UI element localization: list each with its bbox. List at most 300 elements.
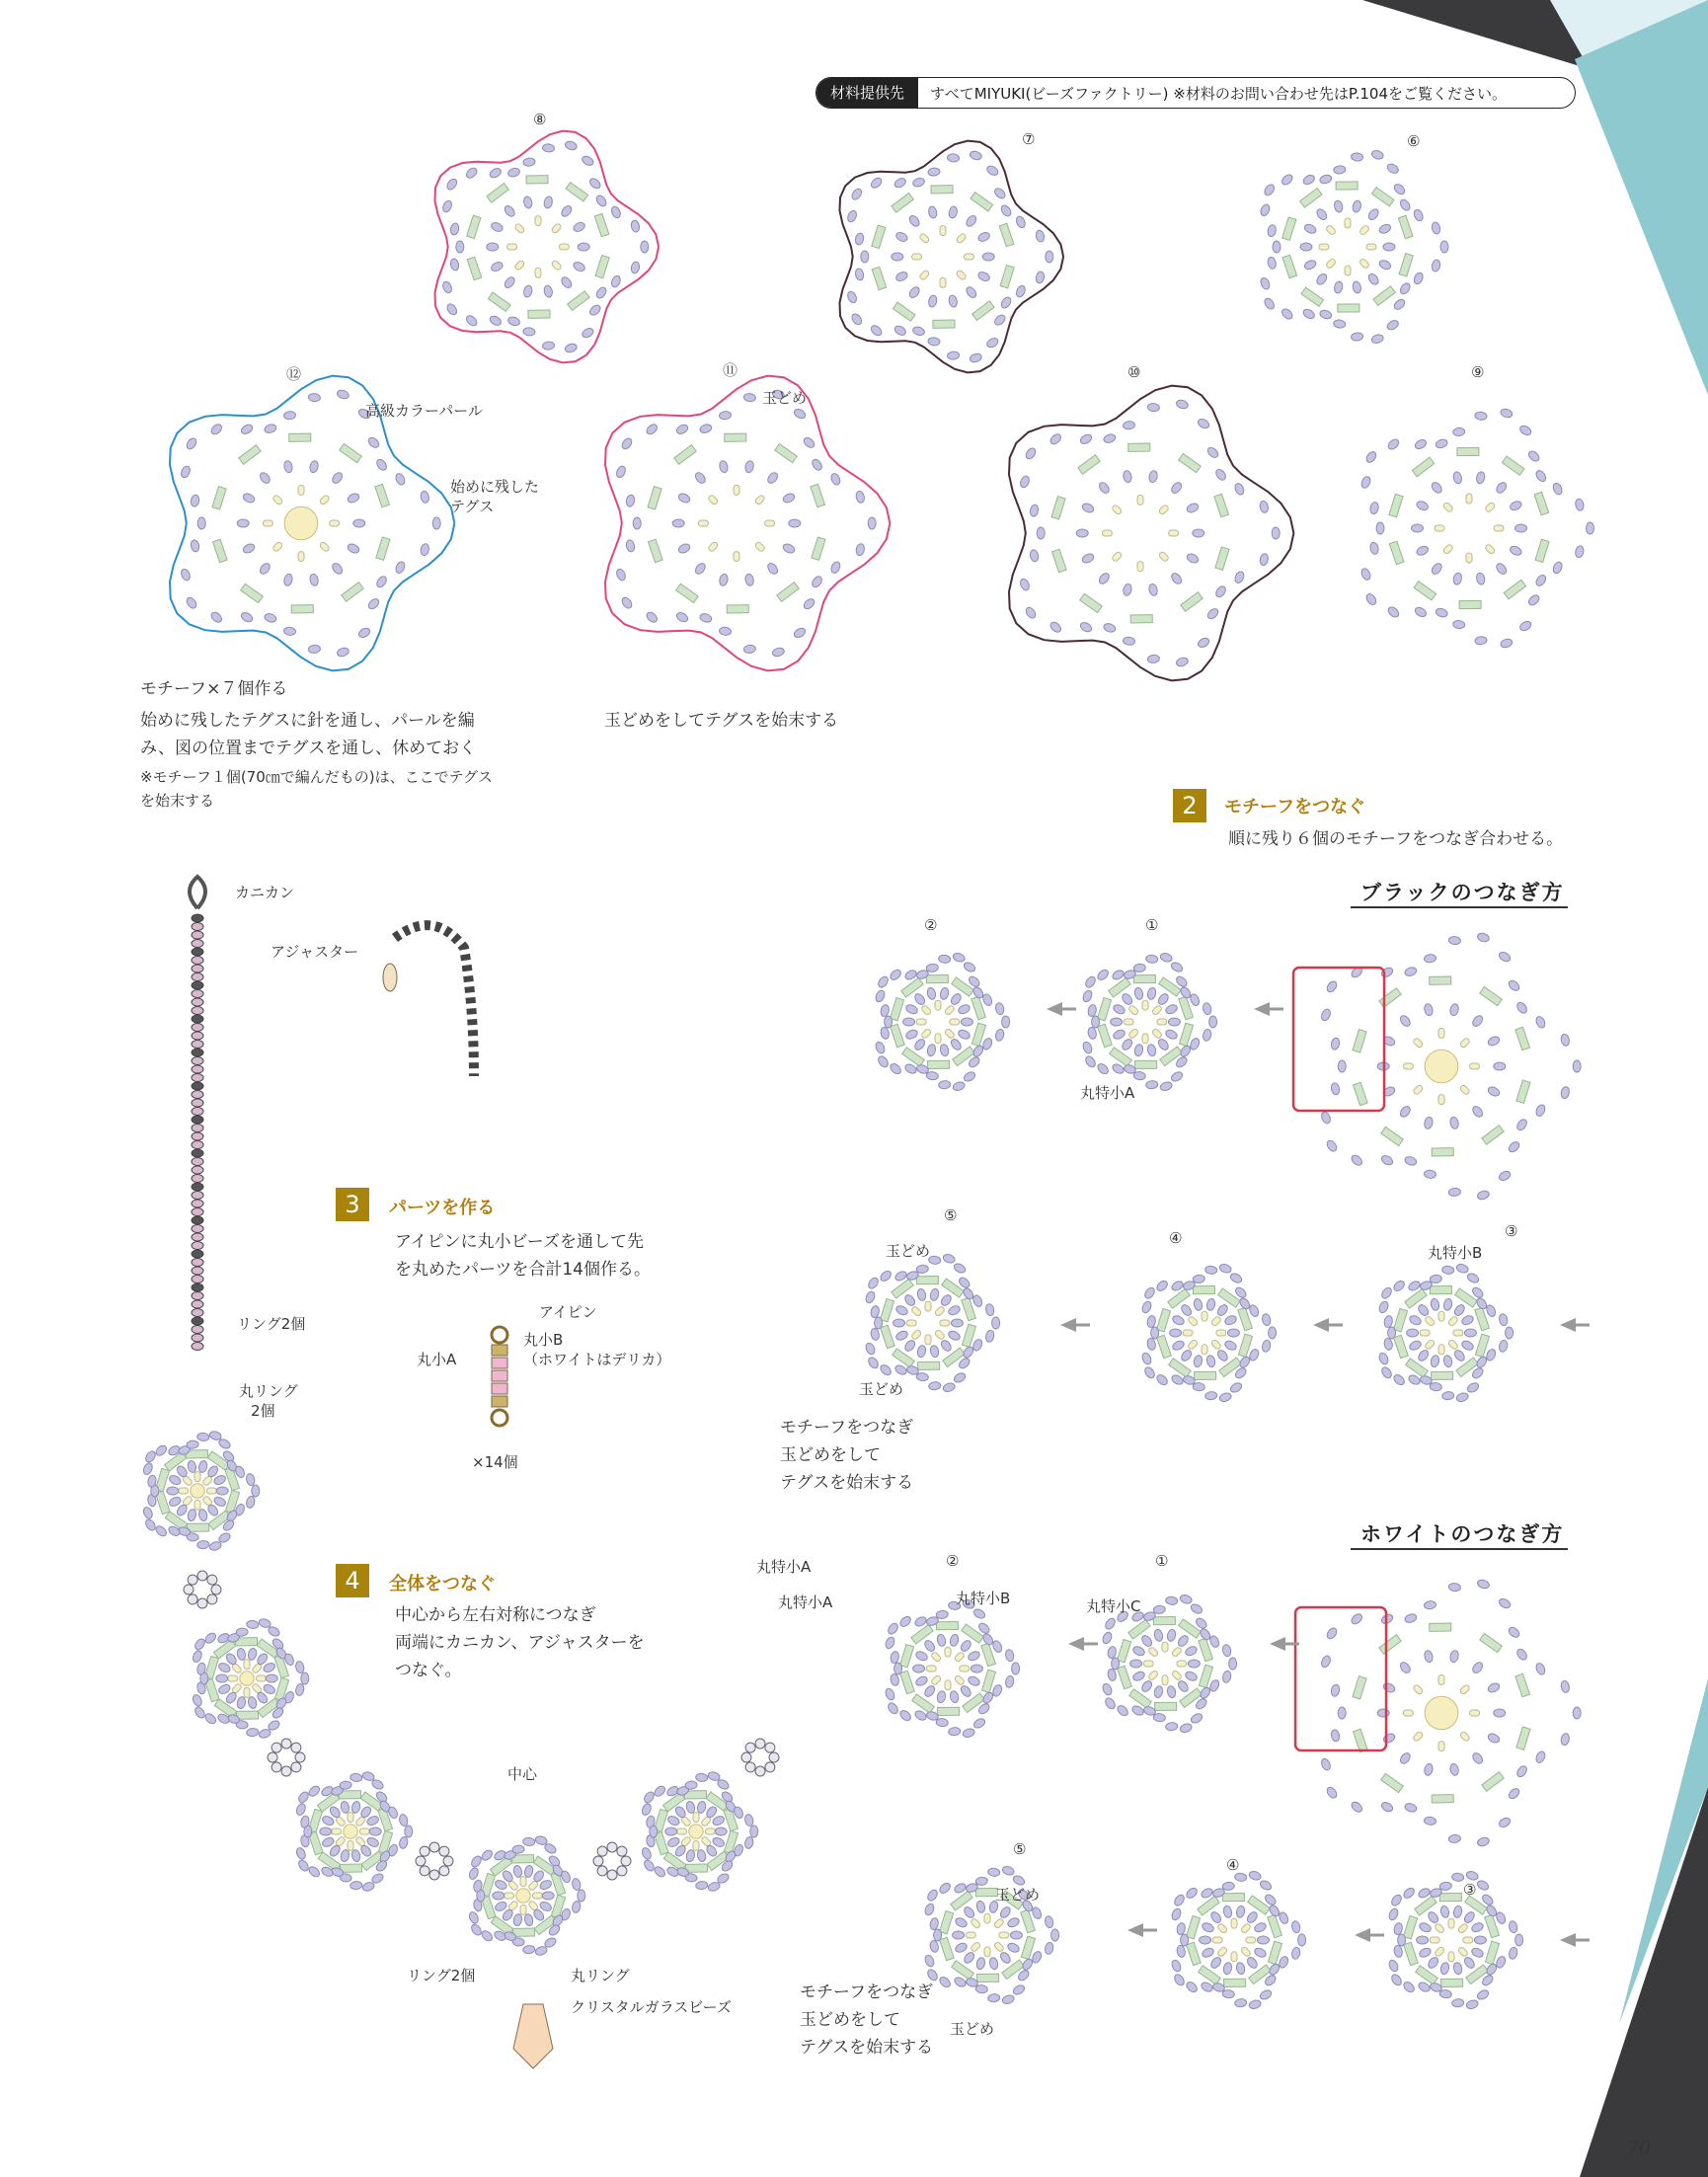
purple-bead bbox=[1209, 1956, 1223, 1970]
outer-bead bbox=[185, 436, 198, 450]
outer-bead bbox=[912, 326, 926, 337]
yellow-bead bbox=[925, 1301, 931, 1311]
purple-bead bbox=[913, 992, 927, 1006]
outer-bead bbox=[1079, 621, 1093, 634]
purple-bead bbox=[1006, 1916, 1020, 1928]
purple-bead bbox=[719, 574, 729, 586]
chain-bead bbox=[192, 914, 203, 922]
outer-bead bbox=[1383, 1315, 1393, 1328]
purple-bead bbox=[1164, 1003, 1178, 1015]
chain-bead bbox=[192, 1276, 203, 1283]
green-bugle bbox=[1504, 580, 1525, 599]
purple-bead bbox=[1462, 1956, 1476, 1970]
chain-bead bbox=[192, 1233, 203, 1241]
outer-bead bbox=[1035, 229, 1045, 242]
outer-bead bbox=[633, 517, 641, 529]
outer-bead bbox=[975, 1984, 988, 1993]
outer-bead bbox=[1351, 332, 1363, 341]
purple-bead bbox=[1186, 552, 1200, 564]
outer-bead bbox=[887, 1701, 900, 1715]
purple-bead bbox=[782, 492, 796, 504]
outer-bead bbox=[1388, 1327, 1396, 1339]
yellow-bead bbox=[559, 244, 569, 250]
outer-bead bbox=[1146, 1338, 1156, 1351]
outer-bead bbox=[340, 1781, 352, 1790]
outer-bead bbox=[938, 955, 951, 964]
link-bead bbox=[207, 1594, 217, 1604]
yellow-bead bbox=[359, 1828, 369, 1834]
outer-bead bbox=[913, 1709, 927, 1722]
outer-bead bbox=[154, 1443, 168, 1457]
green-bugle bbox=[239, 445, 261, 465]
outer-bead bbox=[264, 612, 277, 623]
purple-bead bbox=[1200, 1936, 1211, 1944]
outer-bead bbox=[953, 1882, 967, 1895]
outer-bead bbox=[203, 1631, 217, 1645]
purple-bead bbox=[1140, 1634, 1154, 1648]
outer-bead bbox=[405, 1826, 413, 1837]
outer-bead bbox=[1330, 1037, 1340, 1050]
outer-bead bbox=[542, 341, 555, 350]
outer-bead bbox=[885, 1016, 893, 1028]
outer-bead bbox=[297, 1858, 311, 1872]
purple-bead bbox=[242, 542, 256, 554]
outer-bead bbox=[236, 1628, 249, 1637]
purple-bead bbox=[1222, 1962, 1232, 1975]
outer-bead bbox=[1587, 522, 1594, 534]
step-8-number: ⑧ bbox=[533, 111, 547, 128]
purple-bead bbox=[217, 1683, 231, 1695]
eyepin-bead bbox=[492, 1396, 507, 1407]
outer-bead bbox=[1273, 241, 1281, 253]
outer-bead bbox=[1380, 1154, 1394, 1167]
chain-bead bbox=[192, 1082, 203, 1090]
outer-bead bbox=[468, 1910, 480, 1924]
center-pearl bbox=[240, 1672, 254, 1685]
outer-bead bbox=[1159, 1081, 1173, 1092]
green-bugle bbox=[1502, 456, 1524, 475]
outer-bead bbox=[1298, 1934, 1306, 1946]
outer-bead bbox=[1200, 1981, 1213, 1993]
purple-bead bbox=[340, 1849, 349, 1862]
link-bead bbox=[443, 1856, 453, 1866]
outer-bead bbox=[1302, 308, 1316, 321]
yellow-bead bbox=[708, 495, 719, 505]
yellow-bead bbox=[1413, 1038, 1424, 1049]
white-note-3: テグスを始末する bbox=[800, 2038, 934, 2058]
outer-bead bbox=[1096, 1062, 1110, 1076]
green-bugle bbox=[899, 1644, 913, 1667]
outer-bead bbox=[180, 568, 192, 582]
outer-bead bbox=[1498, 951, 1512, 964]
outer-bead bbox=[1015, 284, 1027, 298]
outer-bead bbox=[948, 1727, 961, 1736]
yellow-bead bbox=[993, 1941, 1004, 1952]
outer-bead bbox=[507, 316, 521, 327]
outer-bead bbox=[1552, 561, 1564, 575]
green-bugle bbox=[1215, 547, 1229, 570]
yellow-bead bbox=[906, 1320, 916, 1326]
outer-bead bbox=[512, 1845, 525, 1854]
yellow-bead bbox=[1102, 530, 1112, 536]
outer-bead bbox=[923, 1903, 935, 1916]
yellow-bead bbox=[194, 1500, 200, 1510]
yellow-bead bbox=[330, 520, 340, 526]
purple-bead bbox=[1170, 572, 1184, 585]
outer-bead bbox=[366, 435, 380, 449]
chain-bead bbox=[192, 1141, 203, 1149]
outer-bead bbox=[1263, 296, 1277, 310]
outer-bead bbox=[1451, 1998, 1464, 2007]
outer-bead bbox=[349, 1881, 362, 1890]
outer-bead bbox=[850, 187, 864, 200]
left-arrow-icon bbox=[1560, 1933, 1576, 1947]
outer-bead bbox=[1498, 1340, 1508, 1353]
white-step-2: ② bbox=[946, 1552, 960, 1570]
link-bead bbox=[420, 1866, 429, 1876]
outer-bead bbox=[926, 964, 939, 972]
outer-bead bbox=[1333, 165, 1346, 174]
green-bugle bbox=[1381, 1127, 1404, 1145]
purple-bead bbox=[1464, 1329, 1476, 1337]
purple-bead bbox=[578, 243, 589, 251]
purple-bead bbox=[353, 519, 365, 527]
outer-bead bbox=[1202, 1002, 1211, 1015]
purple-bead bbox=[1188, 1660, 1200, 1668]
green-bugle bbox=[376, 537, 390, 560]
outer-bead bbox=[297, 1790, 311, 1804]
black-step-5: ⑤ bbox=[944, 1206, 958, 1224]
make-seven-motifs: モチーフ×７個作る bbox=[140, 679, 288, 699]
yellow-bead bbox=[912, 254, 922, 260]
green-bugle bbox=[1117, 1639, 1130, 1662]
outer-bead bbox=[1417, 1981, 1431, 1993]
outer-bead bbox=[1193, 1382, 1205, 1391]
outer-bead bbox=[1175, 399, 1189, 410]
purple-bead bbox=[894, 231, 908, 243]
purple-bead bbox=[1475, 572, 1485, 584]
purple-bead bbox=[939, 1044, 949, 1056]
outer-bead bbox=[581, 154, 594, 167]
yellow-bead bbox=[956, 233, 967, 244]
center-pearl bbox=[930, 1014, 947, 1031]
outer-bead bbox=[1081, 1041, 1093, 1054]
purple-bead bbox=[1424, 1117, 1434, 1129]
yellow-bead bbox=[1187, 1339, 1198, 1350]
green-bugle bbox=[900, 1671, 915, 1693]
outer-bead bbox=[1133, 964, 1146, 972]
yellow-bead bbox=[194, 1472, 200, 1482]
outer-bead bbox=[890, 1651, 899, 1664]
purple-bead bbox=[677, 542, 691, 554]
chain-bead bbox=[192, 940, 203, 948]
section-4-number: 4 bbox=[336, 1564, 369, 1597]
yellow-bead bbox=[1457, 1922, 1468, 1933]
left-arrow-icon bbox=[1254, 1002, 1270, 1016]
yellow-bead bbox=[1447, 1315, 1458, 1326]
chain-bead bbox=[192, 1250, 203, 1258]
chain-bead bbox=[192, 1041, 203, 1049]
outer-bead bbox=[884, 1687, 895, 1701]
green-bugle bbox=[236, 1711, 258, 1719]
purple-bead bbox=[1471, 1105, 1485, 1119]
center-pearl bbox=[920, 1315, 937, 1332]
purple-bead bbox=[1408, 1314, 1422, 1326]
link-bead bbox=[439, 1866, 449, 1876]
outer-bead bbox=[1087, 1004, 1097, 1017]
outer-bead bbox=[1369, 542, 1379, 555]
purple-bead bbox=[949, 1634, 959, 1647]
outer-bead bbox=[1350, 1800, 1363, 1814]
outer-bead bbox=[1498, 1169, 1512, 1182]
yellow-bead bbox=[179, 1488, 189, 1494]
outer-bead bbox=[1387, 1907, 1399, 1921]
green-bugle bbox=[892, 194, 913, 213]
outer-bead bbox=[1107, 1669, 1117, 1681]
outer-bead bbox=[1229, 1272, 1243, 1284]
green-bugle bbox=[1389, 541, 1404, 564]
outer-bead bbox=[874, 989, 886, 1003]
yellow-bead bbox=[1403, 1063, 1413, 1069]
green-bugle bbox=[685, 1864, 707, 1872]
purple-bead bbox=[904, 1003, 918, 1015]
link-bead bbox=[268, 1752, 277, 1762]
outer-bead bbox=[1259, 1879, 1273, 1892]
outer-bead bbox=[1390, 1893, 1404, 1906]
outer-bead bbox=[1325, 979, 1339, 993]
purple-bead bbox=[1417, 1303, 1431, 1317]
yellow-bead bbox=[1147, 1646, 1158, 1657]
white-join-motif bbox=[1320, 1579, 1581, 1847]
chain-bead bbox=[192, 1116, 203, 1124]
section-2-number: 2 bbox=[1173, 789, 1206, 822]
purple-bead bbox=[1449, 1763, 1459, 1776]
yellow-bead bbox=[1112, 551, 1123, 562]
outer-bead bbox=[1507, 1787, 1520, 1801]
purple-bead bbox=[1171, 1340, 1185, 1352]
purple-bead bbox=[490, 221, 504, 233]
purple-bead bbox=[1452, 471, 1462, 484]
center-pearl bbox=[689, 1825, 703, 1838]
purple-bead bbox=[1430, 1298, 1439, 1311]
green-bugle bbox=[1336, 182, 1358, 190]
green-bugle bbox=[1282, 255, 1297, 277]
purple-bead bbox=[949, 1038, 963, 1051]
outer-bead bbox=[1123, 637, 1135, 646]
clasp-label: カニカン bbox=[235, 884, 295, 901]
link-bead bbox=[597, 1866, 607, 1876]
purple-bead bbox=[685, 1849, 695, 1862]
purple-bead bbox=[1449, 1117, 1459, 1129]
yellow-bead bbox=[1494, 525, 1504, 531]
yellow-bead bbox=[1438, 1028, 1444, 1038]
outer-bead bbox=[1424, 1170, 1436, 1179]
green-bugle bbox=[916, 1276, 938, 1283]
purple-bead bbox=[1193, 1298, 1203, 1311]
purple-bead bbox=[1377, 1709, 1389, 1717]
yellow-bead bbox=[1183, 1330, 1193, 1336]
purple-bead bbox=[782, 542, 796, 554]
yellow-bead bbox=[1137, 495, 1143, 505]
yellow-bead bbox=[970, 1917, 980, 1928]
outer-bead bbox=[829, 472, 841, 486]
outer-bead bbox=[283, 411, 296, 420]
purple-bead bbox=[1180, 1349, 1194, 1362]
white-knot-label-2: 玉どめ bbox=[950, 2020, 995, 2038]
eyepin-label: アイピン bbox=[539, 1303, 597, 1321]
purple-bead bbox=[236, 1696, 246, 1709]
purple-bead bbox=[1176, 1679, 1190, 1693]
outer-bead bbox=[1404, 966, 1418, 976]
green-bugle bbox=[1459, 600, 1481, 608]
chain-bead bbox=[192, 1108, 203, 1116]
outer-bead bbox=[1181, 1934, 1189, 1946]
purple-bead bbox=[892, 253, 903, 261]
outer-bead bbox=[1155, 1373, 1169, 1387]
outer-bead bbox=[295, 1803, 307, 1817]
yellow-bead bbox=[1187, 1315, 1198, 1326]
outer-bead bbox=[336, 647, 349, 658]
green-bugle bbox=[1393, 1308, 1407, 1331]
purple-bead bbox=[572, 261, 585, 272]
outer-bead bbox=[1319, 309, 1333, 320]
finish-thread-note: 玉どめをしてテグスを始末する bbox=[604, 711, 839, 731]
purple-bead bbox=[1460, 1340, 1474, 1352]
black-step-2: ② bbox=[924, 916, 938, 934]
purple-bead bbox=[1382, 1732, 1396, 1744]
purple-bead bbox=[1303, 223, 1317, 235]
green-bugle bbox=[1403, 1915, 1417, 1938]
yellow-bead bbox=[1457, 1946, 1468, 1957]
outer-bead bbox=[1002, 1016, 1010, 1028]
chain-bead bbox=[192, 1300, 203, 1308]
outer-bead bbox=[903, 1062, 917, 1075]
purple-bead bbox=[789, 519, 801, 527]
yellow-bead bbox=[960, 1666, 970, 1672]
outer-bead bbox=[1269, 1327, 1277, 1339]
outer-bead bbox=[963, 1070, 976, 1083]
outer-bead bbox=[1218, 1392, 1232, 1403]
yellow-bead bbox=[1147, 1670, 1158, 1680]
green-bugle bbox=[1439, 1893, 1461, 1901]
part-count: ×14個 bbox=[472, 1453, 518, 1471]
purple-bead bbox=[1148, 470, 1158, 483]
outer-bead bbox=[884, 1636, 895, 1650]
outer-bead bbox=[187, 1440, 199, 1449]
white-step-5: ⑤ bbox=[1013, 1840, 1027, 1858]
green-bugle bbox=[1516, 1080, 1530, 1103]
outer-bead bbox=[1527, 449, 1541, 463]
green-bugle bbox=[1169, 1359, 1192, 1377]
purple-bead bbox=[976, 271, 990, 282]
outer-bead bbox=[1234, 1998, 1247, 2007]
outer-bead bbox=[542, 143, 555, 152]
green-bugle bbox=[1153, 1616, 1175, 1624]
outer-bead bbox=[1430, 1382, 1442, 1391]
purple-bead bbox=[965, 214, 978, 228]
outer-bead bbox=[641, 1803, 653, 1817]
green-bugle bbox=[1416, 1966, 1438, 1984]
outer-bead bbox=[992, 1317, 1000, 1329]
yellow-bead bbox=[1453, 1330, 1463, 1336]
yellow-bead bbox=[1240, 1922, 1251, 1933]
purple-bead bbox=[217, 1662, 231, 1673]
purple-bead bbox=[331, 562, 345, 576]
green-bugle bbox=[1516, 1727, 1530, 1749]
purple-bead bbox=[965, 285, 978, 299]
purple-bead bbox=[1398, 1751, 1412, 1765]
outer-bead bbox=[916, 1372, 929, 1381]
green-bugle bbox=[1130, 615, 1152, 623]
outer-bead bbox=[240, 611, 254, 624]
yellow-bead bbox=[1171, 1670, 1182, 1680]
thread-path bbox=[1009, 386, 1293, 681]
outer-bead bbox=[1145, 955, 1158, 964]
yellow-bead bbox=[1434, 1922, 1444, 1933]
crystal-pendant bbox=[513, 2004, 553, 2068]
outer-bead bbox=[1140, 1352, 1152, 1365]
purple-bead bbox=[1156, 992, 1170, 1006]
outer-bead bbox=[1392, 1373, 1406, 1387]
outer-bead bbox=[307, 1865, 321, 1879]
clasp-icon bbox=[190, 877, 205, 908]
outer-bead bbox=[1176, 1922, 1186, 1935]
pearl-label: 高級カラーパール bbox=[365, 402, 483, 420]
yellow-bead bbox=[1171, 1646, 1182, 1657]
outer-bead bbox=[1518, 424, 1532, 436]
purple-bead bbox=[523, 1913, 533, 1926]
necklace-motif-1 bbox=[192, 1617, 309, 1739]
purple-bead bbox=[1235, 1905, 1245, 1918]
green-bugle bbox=[1430, 1623, 1451, 1631]
chain-bead bbox=[192, 998, 203, 1006]
purple-bead bbox=[1418, 1947, 1432, 1959]
outer-bead bbox=[1414, 606, 1428, 619]
yellow-bead bbox=[1162, 1675, 1168, 1685]
yellow-bead bbox=[930, 1651, 941, 1662]
left-arrow-icon bbox=[1060, 1318, 1076, 1332]
outer-bead bbox=[1035, 271, 1045, 283]
green-bugle bbox=[1214, 494, 1229, 516]
outer-bead bbox=[1448, 1188, 1461, 1197]
outer-bead bbox=[972, 1607, 986, 1620]
yellow-bead bbox=[535, 216, 541, 226]
link-bead bbox=[416, 1856, 426, 1866]
purple-bead bbox=[1081, 502, 1095, 513]
outer-bead bbox=[196, 1433, 209, 1441]
outer-bead bbox=[1202, 1029, 1211, 1042]
green-bugle bbox=[936, 1621, 958, 1629]
chain-bead bbox=[192, 1099, 203, 1107]
outer-bead bbox=[1404, 1612, 1418, 1623]
green-bugle bbox=[342, 583, 363, 602]
purple-bead bbox=[1303, 259, 1317, 271]
outer-bead bbox=[209, 610, 223, 624]
green-bugle bbox=[1404, 1942, 1419, 1965]
yellow-bead bbox=[244, 1660, 250, 1670]
outer-bead bbox=[1001, 1994, 1015, 2005]
chain-bead bbox=[192, 1125, 203, 1132]
purple-bead bbox=[1300, 243, 1312, 251]
outer-bead bbox=[887, 1621, 900, 1635]
outer-bead bbox=[1380, 1365, 1394, 1379]
yellow-bead bbox=[964, 254, 973, 260]
outer-bead bbox=[301, 1672, 309, 1684]
outer-bead bbox=[470, 1922, 484, 1936]
purple-bead bbox=[1146, 1044, 1156, 1056]
outer-bead bbox=[1012, 1983, 1026, 1996]
purple-bead bbox=[665, 1827, 677, 1835]
